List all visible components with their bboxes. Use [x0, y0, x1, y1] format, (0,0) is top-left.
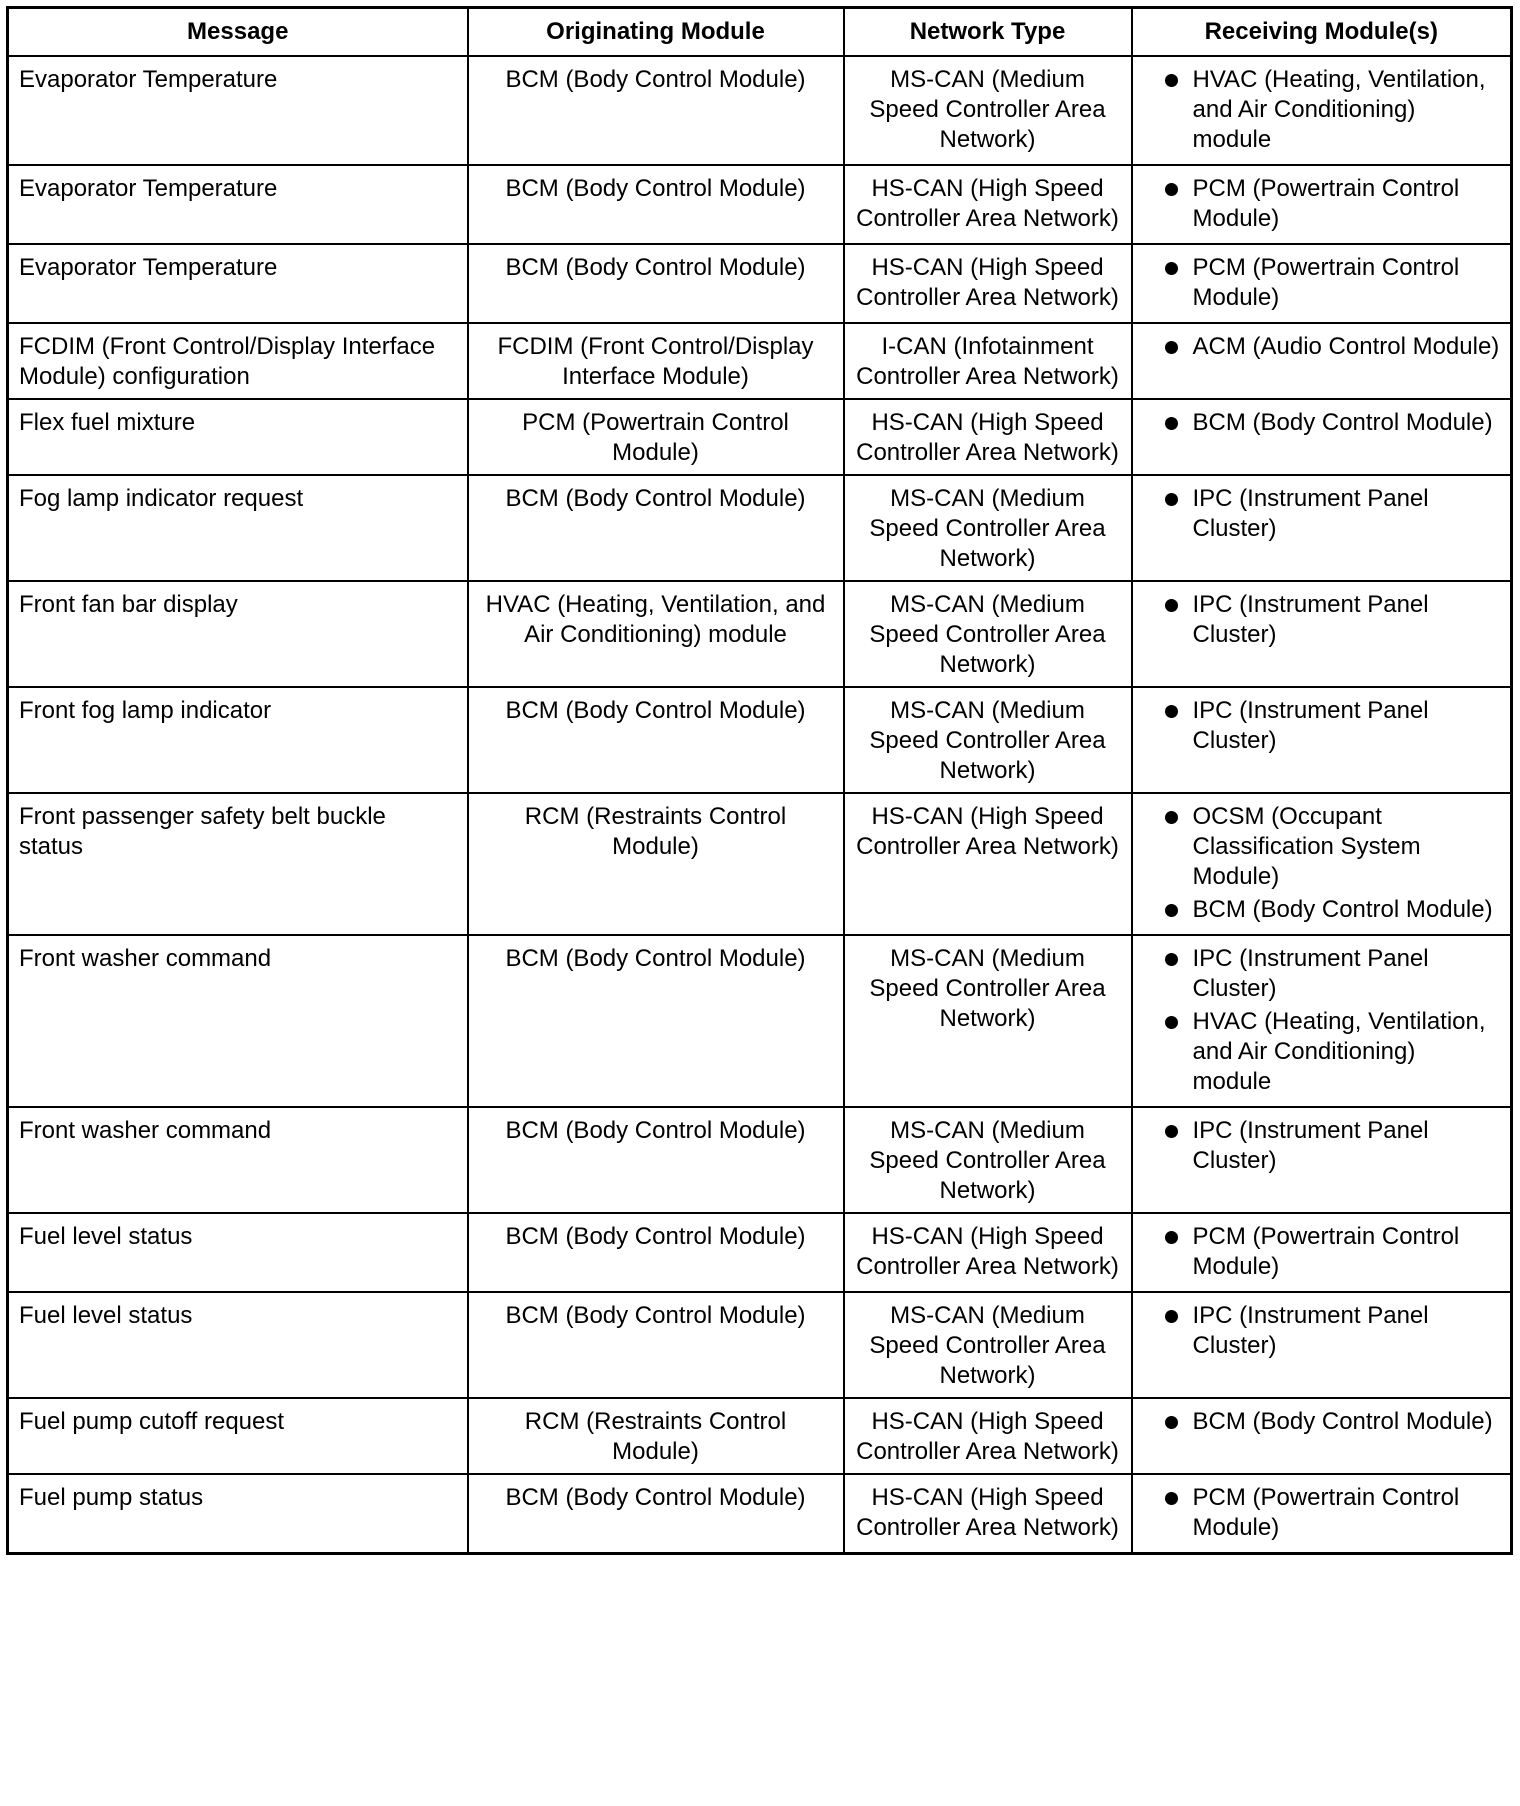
table-row [8, 793, 1512, 935]
list-item [1143, 332, 1501, 362]
table-header [8, 8, 1512, 57]
receiving-modules-list [1143, 1116, 1501, 1176]
table-row [8, 1474, 1512, 1554]
list-item [1143, 1483, 1501, 1543]
receiving-module-text: BCM (Body Control Module) [1192, 896, 1493, 923]
originating-module-cell: BCM (Body Control Module) [468, 1292, 844, 1398]
bullet-icon [1165, 1125, 1178, 1138]
receiving-modules-list [1143, 696, 1501, 756]
table-body [8, 56, 1512, 1554]
table-row [8, 581, 1512, 687]
originating-module-cell: BCM (Body Control Module) [468, 1213, 844, 1292]
receiving-module-text: HVAC (Heating, Ventilation, and Air Conditioning) module [1192, 66, 1486, 153]
message-cell: Flex fuel mixture [8, 399, 468, 475]
table-row [8, 399, 1512, 475]
receiving-module-text: BCM (Body Control Module) [1192, 1408, 1493, 1435]
table-row [8, 165, 1512, 244]
receiving-module-text: IPC (Instrument Panel Cluster) [1192, 945, 1429, 1002]
message-cell: Front passenger safety belt buckle status [8, 793, 468, 935]
network-type-cell: HS-CAN (High Speed Controller Area Network) [844, 165, 1132, 244]
bullet-icon [1165, 1416, 1178, 1429]
message-cell: Front washer command [8, 935, 468, 1107]
network-type-cell: I-CAN (Infotainment Controller Area Network) [844, 323, 1132, 399]
originating-module-cell: BCM (Body Control Module) [468, 1474, 844, 1554]
message-cell: Fog lamp indicator request [8, 475, 468, 581]
table-row [8, 323, 1512, 399]
originating-module-cell: RCM (Restraints Control Module) [468, 1398, 844, 1474]
receiving-modules-cell [1132, 687, 1512, 793]
bullet-icon [1165, 262, 1178, 275]
network-type-cell: MS-CAN (Medium Speed Controller Area Network) [844, 1107, 1132, 1213]
receiving-modules-cell [1132, 165, 1512, 244]
list-item [1143, 1007, 1501, 1097]
originating-module-cell: BCM (Body Control Module) [468, 56, 844, 165]
receiving-modules-cell [1132, 1292, 1512, 1398]
receiving-module-text: OCSM (Occupant Classification System Module) [1192, 803, 1421, 890]
list-item [1143, 65, 1501, 155]
bullet-icon [1165, 953, 1178, 966]
bullet-icon [1165, 1016, 1178, 1029]
originating-module-cell: BCM (Body Control Module) [468, 1107, 844, 1213]
network-type-cell: HS-CAN (High Speed Controller Area Network) [844, 399, 1132, 475]
bullet-icon [1165, 599, 1178, 612]
bullet-icon [1165, 183, 1178, 196]
network-type-cell: HS-CAN (High Speed Controller Area Network) [844, 793, 1132, 935]
network-type-cell: MS-CAN (Medium Speed Controller Area Network) [844, 475, 1132, 581]
message-cell: Front washer command [8, 1107, 468, 1213]
receiving-module-text: IPC (Instrument Panel Cluster) [1192, 1117, 1429, 1174]
message-cell: Front fan bar display [8, 581, 468, 687]
table-row [8, 687, 1512, 793]
receiving-modules-list [1143, 174, 1501, 234]
message-cell: Evaporator Temperature [8, 165, 468, 244]
header-row [8, 8, 1512, 57]
bullet-icon [1165, 74, 1178, 87]
originating-module-cell: FCDIM (Front Control/Display Interface Module) [468, 323, 844, 399]
network-type-cell: HS-CAN (High Speed Controller Area Network) [844, 1213, 1132, 1292]
list-item [1143, 802, 1501, 892]
receiving-modules-list [1143, 65, 1501, 155]
receiving-modules-list [1143, 484, 1501, 544]
receiving-modules-cell [1132, 935, 1512, 1107]
network-messages-table [6, 6, 1513, 1555]
receiving-modules-cell [1132, 1107, 1512, 1213]
table-row [8, 475, 1512, 581]
receiving-module-text: PCM (Powertrain Control Module) [1192, 254, 1460, 311]
table-row [8, 935, 1512, 1107]
bullet-icon [1165, 341, 1178, 354]
receiving-modules-cell [1132, 56, 1512, 165]
receiving-modules-list [1143, 1407, 1501, 1437]
receiving-modules-cell [1132, 399, 1512, 475]
receiving-module-text: ACM (Audio Control Module) [1192, 333, 1500, 360]
receiving-module-text: PCM (Powertrain Control Module) [1192, 175, 1460, 232]
network-type-cell: MS-CAN (Medium Speed Controller Area Network) [844, 581, 1132, 687]
originating-module-cell: RCM (Restraints Control Module) [468, 793, 844, 935]
originating-module-cell: BCM (Body Control Module) [468, 165, 844, 244]
bullet-icon [1165, 705, 1178, 718]
list-item [1143, 944, 1501, 1004]
table-row [8, 1292, 1512, 1398]
bullet-icon [1165, 1310, 1178, 1323]
list-item [1143, 253, 1501, 313]
message-cell: Fuel pump cutoff request [8, 1398, 468, 1474]
network-type-cell: MS-CAN (Medium Speed Controller Area Network) [844, 56, 1132, 165]
table-row [8, 244, 1512, 323]
message-cell: Evaporator Temperature [8, 244, 468, 323]
list-item [1143, 1116, 1501, 1176]
receiving-modules-list [1143, 408, 1501, 438]
header-originating-module: Originating Module [468, 8, 844, 57]
originating-module-cell: BCM (Body Control Module) [468, 244, 844, 323]
network-type-cell: HS-CAN (High Speed Controller Area Network) [844, 1474, 1132, 1554]
receiving-modules-list [1143, 1301, 1501, 1361]
message-cell: FCDIM (Front Control/Display Interface Module) configuration [8, 323, 468, 399]
receiving-modules-cell [1132, 1213, 1512, 1292]
receiving-modules-cell [1132, 475, 1512, 581]
list-item [1143, 1301, 1501, 1361]
receiving-modules-list [1143, 944, 1501, 1097]
table-row [8, 56, 1512, 165]
receiving-module-text: IPC (Instrument Panel Cluster) [1192, 591, 1429, 648]
receiving-modules-list [1143, 590, 1501, 650]
receiving-modules-list [1143, 1222, 1501, 1282]
header-network-type: Network Type [844, 8, 1132, 57]
receiving-module-text: PCM (Powertrain Control Module) [1192, 1223, 1460, 1280]
list-item [1143, 174, 1501, 234]
receiving-module-text: IPC (Instrument Panel Cluster) [1192, 1302, 1429, 1359]
message-cell: Fuel level status [8, 1213, 468, 1292]
list-item [1143, 408, 1501, 438]
message-cell: Evaporator Temperature [8, 56, 468, 165]
receiving-modules-cell [1132, 323, 1512, 399]
receiving-modules-list [1143, 802, 1501, 925]
network-type-cell: MS-CAN (Medium Speed Controller Area Network) [844, 935, 1132, 1107]
originating-module-cell: BCM (Body Control Module) [468, 475, 844, 581]
receiving-module-text: IPC (Instrument Panel Cluster) [1192, 697, 1429, 754]
receiving-module-text: IPC (Instrument Panel Cluster) [1192, 485, 1429, 542]
originating-module-cell: HVAC (Heating, Ventilation, and Air Conditioning) module [468, 581, 844, 687]
receiving-module-text: HVAC (Heating, Ventilation, and Air Conditioning) module [1192, 1008, 1486, 1095]
originating-module-cell: BCM (Body Control Module) [468, 687, 844, 793]
header-message: Message [8, 8, 468, 57]
list-item [1143, 895, 1501, 925]
originating-module-cell: BCM (Body Control Module) [468, 935, 844, 1107]
receiving-modules-list [1143, 253, 1501, 313]
table-row [8, 1398, 1512, 1474]
originating-module-cell: PCM (Powertrain Control Module) [468, 399, 844, 475]
receiving-modules-cell [1132, 1398, 1512, 1474]
list-item [1143, 1407, 1501, 1437]
table-row [8, 1213, 1512, 1292]
bullet-icon [1165, 493, 1178, 506]
network-type-cell: HS-CAN (High Speed Controller Area Network) [844, 1398, 1132, 1474]
network-type-cell: MS-CAN (Medium Speed Controller Area Network) [844, 687, 1132, 793]
bullet-icon [1165, 811, 1178, 824]
network-type-cell: HS-CAN (High Speed Controller Area Network) [844, 244, 1132, 323]
receiving-modules-cell [1132, 1474, 1512, 1554]
bullet-icon [1165, 1231, 1178, 1244]
message-cell: Fuel pump status [8, 1474, 468, 1554]
list-item [1143, 484, 1501, 544]
bullet-icon [1165, 417, 1178, 430]
receiving-module-text: PCM (Powertrain Control Module) [1192, 1484, 1460, 1541]
bullet-icon [1165, 904, 1178, 917]
header-receiving-modules: Receiving Module(s) [1132, 8, 1512, 57]
receiving-modules-cell [1132, 581, 1512, 687]
receiving-modules-list [1143, 332, 1501, 362]
message-cell: Fuel level status [8, 1292, 468, 1398]
list-item [1143, 1222, 1501, 1282]
message-cell: Front fog lamp indicator [8, 687, 468, 793]
list-item [1143, 590, 1501, 650]
receiving-modules-list [1143, 1483, 1501, 1543]
network-type-cell: MS-CAN (Medium Speed Controller Area Network) [844, 1292, 1132, 1398]
receiving-modules-cell [1132, 793, 1512, 935]
list-item [1143, 696, 1501, 756]
table-row [8, 1107, 1512, 1213]
receiving-modules-cell [1132, 244, 1512, 323]
bullet-icon [1165, 1492, 1178, 1505]
receiving-module-text: BCM (Body Control Module) [1192, 409, 1493, 436]
